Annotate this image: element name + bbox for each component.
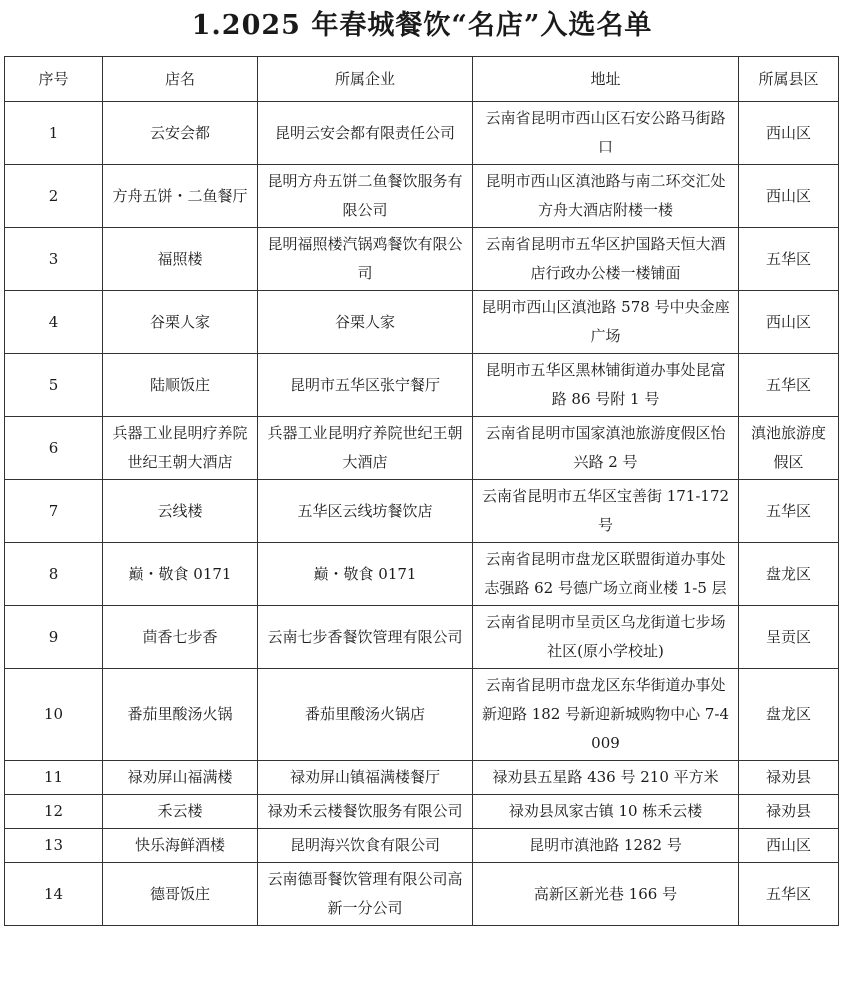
cell-district: 禄劝县 xyxy=(739,795,839,829)
cell-name: 福照楼 xyxy=(103,228,258,291)
cell-district: 五华区 xyxy=(739,354,839,417)
cell-district: 西山区 xyxy=(739,291,839,354)
table-row xyxy=(5,291,839,354)
cell-address: 云南省昆明市呈贡区乌龙街道七步场社区(原小学校址) xyxy=(473,606,739,669)
cell-address: 昆明市西山区滇池路 578 号中央金座广场 xyxy=(473,291,739,354)
cell-name: 云线楼 xyxy=(103,480,258,543)
cell-company: 谷栗人家 xyxy=(258,291,473,354)
cell-address: 禄劝县五星路 436 号 210 平方米 xyxy=(473,761,739,795)
cell-company: 番茄里酸汤火锅店 xyxy=(258,669,473,761)
table-row xyxy=(5,606,839,669)
cell-district: 五华区 xyxy=(739,863,839,926)
cell-company: 昆明方舟五饼二鱼餐饮服务有限公司 xyxy=(258,165,473,228)
cell-no: 4 xyxy=(5,291,103,354)
cell-name: 快乐海鲜酒楼 xyxy=(103,829,258,863)
cell-no: 12 xyxy=(5,795,103,829)
cell-district: 五华区 xyxy=(739,480,839,543)
cell-name: 禾云楼 xyxy=(103,795,258,829)
cell-name: 云安会都 xyxy=(103,102,258,165)
header-name: 店名 xyxy=(103,57,258,102)
cell-name: 番茄里酸汤火锅 xyxy=(103,669,258,761)
cell-no: 7 xyxy=(5,480,103,543)
cell-address: 云南省昆明市盘龙区东华街道办事处新迎路 182 号新迎新城购物中心 7-4009 xyxy=(473,669,739,761)
cell-name: 禄劝屏山福满楼 xyxy=(103,761,258,795)
cell-company: 五华区云线坊餐饮店 xyxy=(258,480,473,543)
cell-district: 西山区 xyxy=(739,102,839,165)
cell-no: 5 xyxy=(5,354,103,417)
cell-district: 盘龙区 xyxy=(739,543,839,606)
cell-name: 陆顺饭庄 xyxy=(103,354,258,417)
cell-address: 昆明市滇池路 1282 号 xyxy=(473,829,739,863)
cell-address: 云南省昆明市国家滇池旅游度假区怡兴路 2 号 xyxy=(473,417,739,480)
cell-company: 禄劝屏山镇福满楼餐厅 xyxy=(258,761,473,795)
cell-no: 1 xyxy=(5,102,103,165)
table-row xyxy=(5,417,839,480)
header-address: 地址 xyxy=(473,57,739,102)
cell-company: 云南德哥餐饮管理有限公司高新一分公司 xyxy=(258,863,473,926)
cell-district: 滇池旅游度假区 xyxy=(739,417,839,480)
cell-no: 13 xyxy=(5,829,103,863)
restaurant-table xyxy=(4,56,839,926)
cell-district: 盘龙区 xyxy=(739,669,839,761)
table-row xyxy=(5,543,839,606)
table-row xyxy=(5,354,839,417)
cell-company: 昆明云安会都有限责任公司 xyxy=(258,102,473,165)
cell-company: 云南七步香餐饮管理有限公司 xyxy=(258,606,473,669)
cell-address: 高新区新光巷 166 号 xyxy=(473,863,739,926)
cell-name: 方舟五饼・二鱼餐厅 xyxy=(103,165,258,228)
cell-no: 2 xyxy=(5,165,103,228)
cell-company: 禄劝禾云楼餐饮服务有限公司 xyxy=(258,795,473,829)
cell-address: 禄劝县凤家古镇 10 栋禾云楼 xyxy=(473,795,739,829)
table-row xyxy=(5,228,839,291)
cell-name: 巅・敬食 0171 xyxy=(103,543,258,606)
cell-no: 14 xyxy=(5,863,103,926)
cell-address: 昆明市五华区黑林铺街道办事处昆富路 86 号附 1 号 xyxy=(473,354,739,417)
cell-company: 昆明市五华区张宁餐厅 xyxy=(258,354,473,417)
cell-no: 3 xyxy=(5,228,103,291)
cell-district: 西山区 xyxy=(739,829,839,863)
cell-no: 11 xyxy=(5,761,103,795)
cell-address: 云南省昆明市五华区护国路天恒大酒店行政办公楼一楼铺面 xyxy=(473,228,739,291)
cell-address: 昆明市西山区滇池路与南二环交汇处方舟大酒店附楼一楼 xyxy=(473,165,739,228)
cell-address: 云南省昆明市五华区宝善街 171-172 号 xyxy=(473,480,739,543)
table-row xyxy=(5,102,839,165)
cell-district: 五华区 xyxy=(739,228,839,291)
page-title: 1.2025 年春城餐饮“名店”入选名单 xyxy=(191,10,653,41)
table-row xyxy=(5,829,839,863)
header-no: 序号 xyxy=(5,57,103,102)
cell-district: 禄劝县 xyxy=(739,761,839,795)
cell-company: 昆明海兴饮食有限公司 xyxy=(258,829,473,863)
header-district: 所属县区 xyxy=(739,57,839,102)
table-row xyxy=(5,863,839,926)
cell-address: 云南省昆明市西山区石安公路马街路口 xyxy=(473,102,739,165)
cell-name: 茴香七步香 xyxy=(103,606,258,669)
table-header-row xyxy=(5,57,839,102)
table-row xyxy=(5,669,839,761)
cell-name: 德哥饭庄 xyxy=(103,863,258,926)
cell-company: 巅・敬食 0171 xyxy=(258,543,473,606)
cell-name: 谷栗人家 xyxy=(103,291,258,354)
cell-no: 10 xyxy=(5,669,103,761)
cell-company: 昆明福照楼汽锅鸡餐饮有限公司 xyxy=(258,228,473,291)
table-row xyxy=(5,795,839,829)
table-row xyxy=(5,480,839,543)
cell-name: 兵器工业昆明疗养院世纪王朝大酒店 xyxy=(103,417,258,480)
table-row xyxy=(5,761,839,795)
cell-district: 呈贡区 xyxy=(739,606,839,669)
cell-no: 6 xyxy=(5,417,103,480)
table-row xyxy=(5,165,839,228)
cell-no: 9 xyxy=(5,606,103,669)
header-company: 所属企业 xyxy=(258,57,473,102)
cell-district: 西山区 xyxy=(739,165,839,228)
cell-no: 8 xyxy=(5,543,103,606)
cell-address: 云南省昆明市盘龙区联盟街道办事处志强路 62 号德广场立商业楼 1-5 层 xyxy=(473,543,739,606)
cell-company: 兵器工业昆明疗养院世纪王朝大酒店 xyxy=(258,417,473,480)
